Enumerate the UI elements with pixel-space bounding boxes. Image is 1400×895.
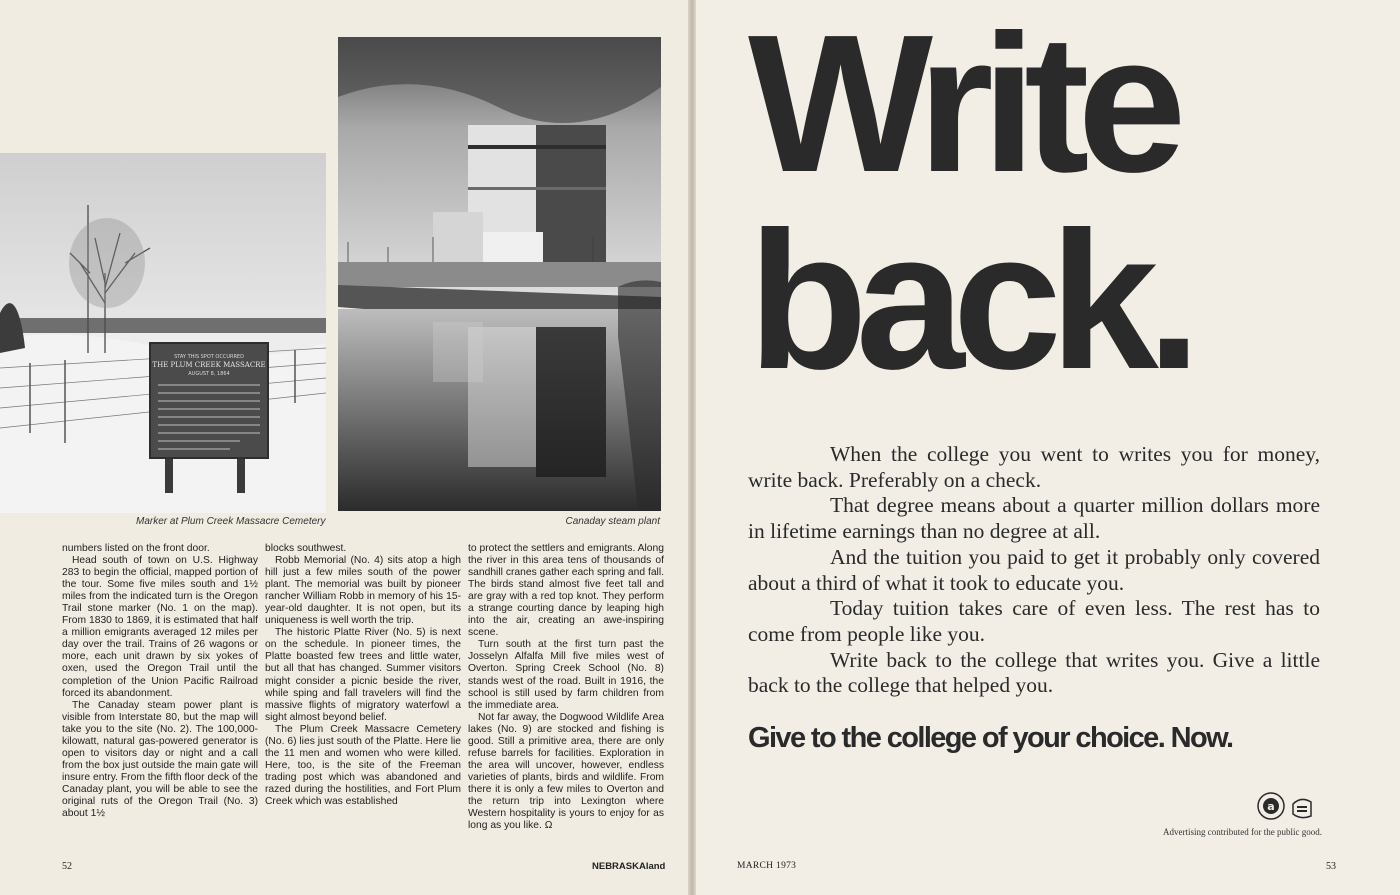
marker-sign-line2: THE PLUM CREEK MASSACRE xyxy=(152,361,266,369)
ad-paragraph: And the tuition you paid to get it probably only covered about a third of what it took to educate you. xyxy=(748,544,1320,595)
ad-council-letter: a xyxy=(1267,800,1275,813)
ad-headline-line-1: Write xyxy=(748,0,1175,213)
article-column-1 xyxy=(62,543,258,820)
page-number-left: 52 xyxy=(62,861,72,872)
paragraph: blocks southwest. xyxy=(265,543,347,554)
ad-paragraph: Today tuition takes care of even less. The rest has to come from people like you. xyxy=(748,596,1320,646)
paragraph: Head south of town on U.S. Highway 283 to begin the official, mapped portion of the tour. Some five miles south and 1½ miles from the indicated turn is the Oregon Trail stone marker (No. 1 on the map). From 1830 to 1869, it is estimated that half a million emigrants averaged 12 miles per day over the trail. Trains of 26 wagons or more, each unit drawn by six yokes of oxen, used the Oregon Trail until the completion of the Union Pacific Railroad forced its abandonment. xyxy=(62,555,258,699)
caption-plant-photo: Canaday steam plant xyxy=(565,516,660,527)
ad-body-copy xyxy=(748,442,1320,699)
paragraph: The Canaday steam power plant is visible from Interstate 80, but the map will take you to the site (No. 2). The 100,000-kilowatt, natural gas-powered generator is open to visitors day or night and a call from the box just outside the main gate will insure entry. From the fifth floor deck of the Canaday plant, you will be able to see the original ruts of the Oregon Trail (No. 3) about 1½ xyxy=(62,699,258,820)
paragraph: numbers listed on the front door. xyxy=(62,543,210,554)
marker-photo-graphic xyxy=(0,153,326,513)
left-page xyxy=(0,0,690,895)
paragraph: Robb Memorial (No. 4) sits atop a high hill just a few miles south of the power plant. The memorial was built by pioneer rancher William Robb in memory of his 15-year-old daughter. It is not open, but its uniqueness is well worth the trip. xyxy=(265,555,461,627)
page-number-right: 53 xyxy=(1326,861,1336,872)
paragraph: to protect the settlers and emigrants. Along the river in this area tens of thousands of sandhill cranes gather each spring and fall. The birds stand almost five feet tall and are gray with a red top knot. They perform a strange courting dance by leaping high into the air, creating an awe-inspiring scene. xyxy=(468,543,664,639)
paragraph: The historic Platte River (No. 5) is next on the schedule. In pioneer times, the Platte boasted few trees and little water, but all that has changed. Summer visitors might consider a picnic beside the river, while sping and fall travelers will find the massive flights of migratory waterfowl a sight almost beyond belief. xyxy=(265,627,461,723)
ad-headline-line-2: back. xyxy=(748,191,1190,410)
marker-sign-line3: AUGUST 8, 1864 xyxy=(188,371,230,377)
article-column-3 xyxy=(468,543,664,832)
ad-paragraph: That degree means about a quarter million dollars more in lifetime earnings than no degree at all. xyxy=(748,493,1320,544)
issue-date: MARCH 1973 xyxy=(737,861,797,871)
paragraph: The Plum Creek Massacre Cemetery (No. 6) lies just south of the Platte. Here lie the 11 men and women who were killed. Here, too, is the site of the Freeman trading post which was abandoned and razed during the hostilities, and Fort Plum Creek which was established xyxy=(265,723,461,807)
ad-council-logo-icon xyxy=(1255,790,1325,826)
council-financial-aid-logo-icon xyxy=(1293,799,1311,817)
photo-canaday-steam-plant xyxy=(338,37,661,511)
contributed-notice: Advertising contributed for the public good. xyxy=(1163,827,1322,837)
article-column-2 xyxy=(265,543,461,808)
ad-tagline: Give to the college of your choice. Now. xyxy=(748,722,1233,754)
sponsor-logos xyxy=(1255,790,1325,826)
paragraph: Turn south at the first turn past the Josselyn Alfalfa Mill five miles west of Overton. Spring Creek School (No. 8) stands west of the road. Built in 1916, the school is still used by farm children from the immediate area. xyxy=(468,639,664,711)
caption-marker-photo: Marker at Plum Creek Massacre Cemetery xyxy=(136,516,326,527)
plant-photo-graphic xyxy=(338,37,661,511)
magazine-name: NEBRASKAland xyxy=(592,861,666,872)
photo-plum-creek-marker xyxy=(0,153,326,513)
paragraph: Not far away, the Dogwood Wildlife Area lakes (No. 9) are stocked and fishing is good. Still a primitive area, there are only refuse barrels for facilities. Exploration in the area will uncover, however, endless varieties of plants, birds and wildlife. From there it is only a few miles to Overton and the return trip into Lexington where Western hospitality is yours to enjoy for as long as you like. Ω xyxy=(468,711,664,832)
marker-sign-line1: STAY THIS SPOT OCCURRED xyxy=(174,354,244,360)
ad-paragraph: Write back to the college that writes you. Give a little back to the college that helped you. xyxy=(748,647,1320,698)
ad-paragraph: When the college you went to writes you for money, write back. Preferably on a check. xyxy=(748,442,1320,492)
